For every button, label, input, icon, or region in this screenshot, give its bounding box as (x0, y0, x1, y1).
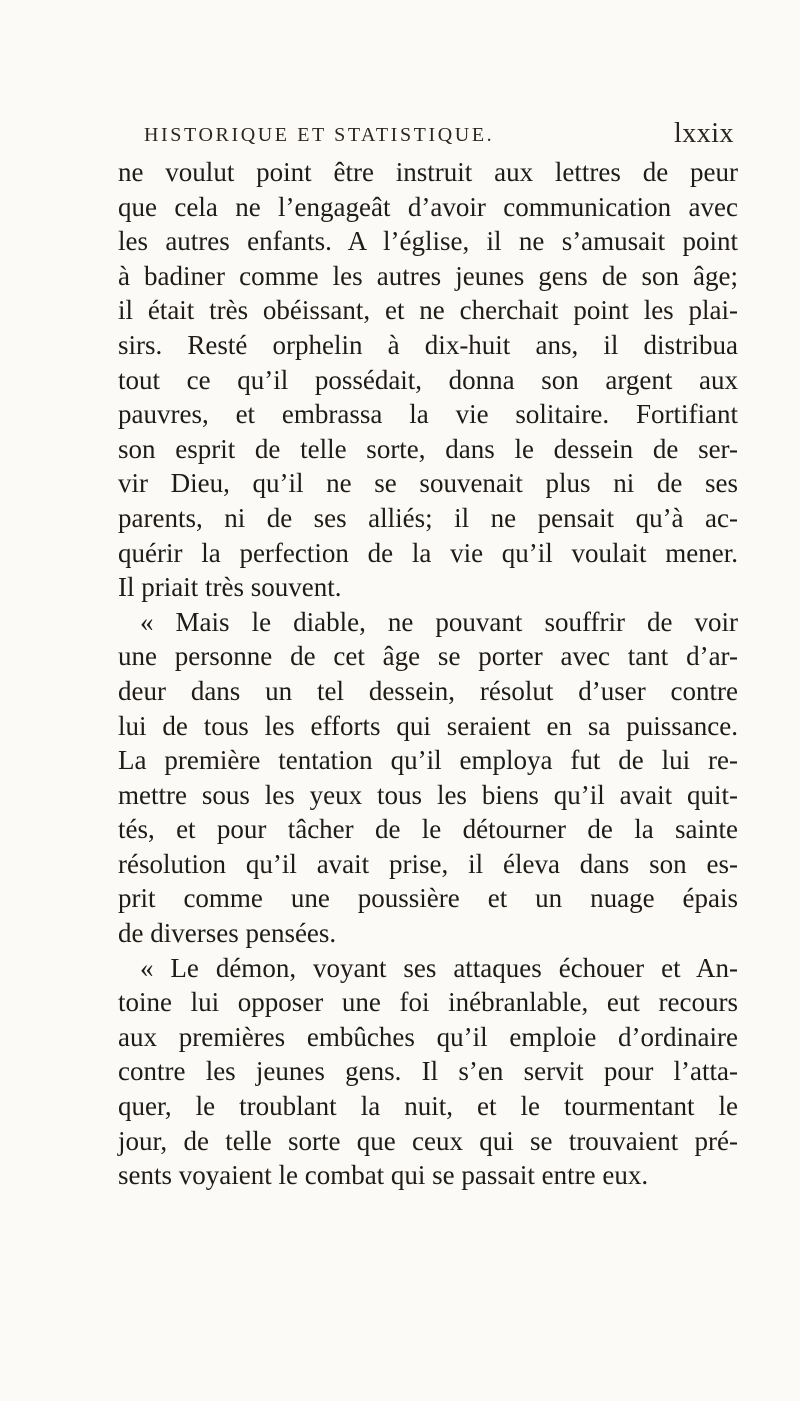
text-line: une personne de cet âge se porter avec tant d’ar- (118, 641, 738, 672)
text-line: « Mais le diable, ne pouvant souffrir de voir (140, 606, 738, 637)
text-line: de diverses pensées. (118, 918, 337, 949)
text-line: il était très obéissant, et ne cherchait point les plai- (118, 295, 738, 326)
text-line: quer, le troublant la nuit, et le tourmentant le (118, 1091, 738, 1122)
text-line: toine lui opposer une foi inébranlable, eut recours (118, 987, 738, 1018)
running-title: HISTORIQUE ET STATISTIQUE. (144, 124, 495, 146)
text-line: sirs. Resté orphelin à dix-huit ans, il distribua (118, 329, 738, 360)
text-line: tout ce qu’il possédait, donna son argent aux (118, 364, 738, 395)
text-line: résolution qu’il avait prise, il éleva dans son es- (118, 848, 738, 879)
running-head (144, 116, 734, 150)
text-line: mettre sous les yeux tous les biens qu’il avait quit- (118, 779, 738, 810)
text-line: son esprit de telle sorte, dans le dessein de ser- (118, 433, 738, 464)
text-line: lui de tous les efforts qui seraient en sa puissance. (118, 710, 738, 741)
page-number: lxxix (673, 118, 734, 149)
text-line: ne voulut point être instruit aux lettres de peur (118, 157, 738, 187)
text-line: contre les jeunes gens. Il s’en servit pour l’atta- (118, 1056, 738, 1087)
text-line: que cela ne l’engageât d’avoir communication avec (118, 191, 738, 222)
text-line: vir Dieu, qu’il ne se souvenait plus ni de ses (118, 468, 738, 499)
text-line: Il priait très souvent. (118, 572, 342, 603)
text-line: jour, de telle sorte que ceux qui se trouvaient pré- (118, 1125, 738, 1156)
body-text (118, 155, 738, 1193)
text-line: les autres enfants. A l’église, il ne s’amusait point (118, 226, 738, 257)
text-line: sents voyaient le combat qui se passait entre eux. (118, 1160, 649, 1191)
text-line: pauvres, et embrassa la vie solitaire. Fortifiant (118, 399, 738, 430)
text-line: tés, et pour tâcher de le détourner de la sainte (118, 814, 738, 845)
text-line: La première tentation qu’il employa fut de lui re- (118, 745, 738, 776)
text-line: « Le démon, voyant ses attaques échouer et An- (140, 952, 738, 983)
text-line: à badiner comme les autres jeunes gens de son âge; (118, 260, 738, 291)
text-line: deur dans un tel dessein, résolut d’user contre (118, 675, 738, 706)
text-line: aux premières embûches qu’il emploie d’ordinaire (118, 1021, 738, 1052)
text-line: prit comme une poussière et un nuage épais (118, 883, 738, 914)
text-line: quérir la perfection de la vie qu’il voulait mener. (118, 537, 738, 568)
text-line: parents, ni de ses alliés; il ne pensait qu’à ac- (118, 502, 738, 533)
